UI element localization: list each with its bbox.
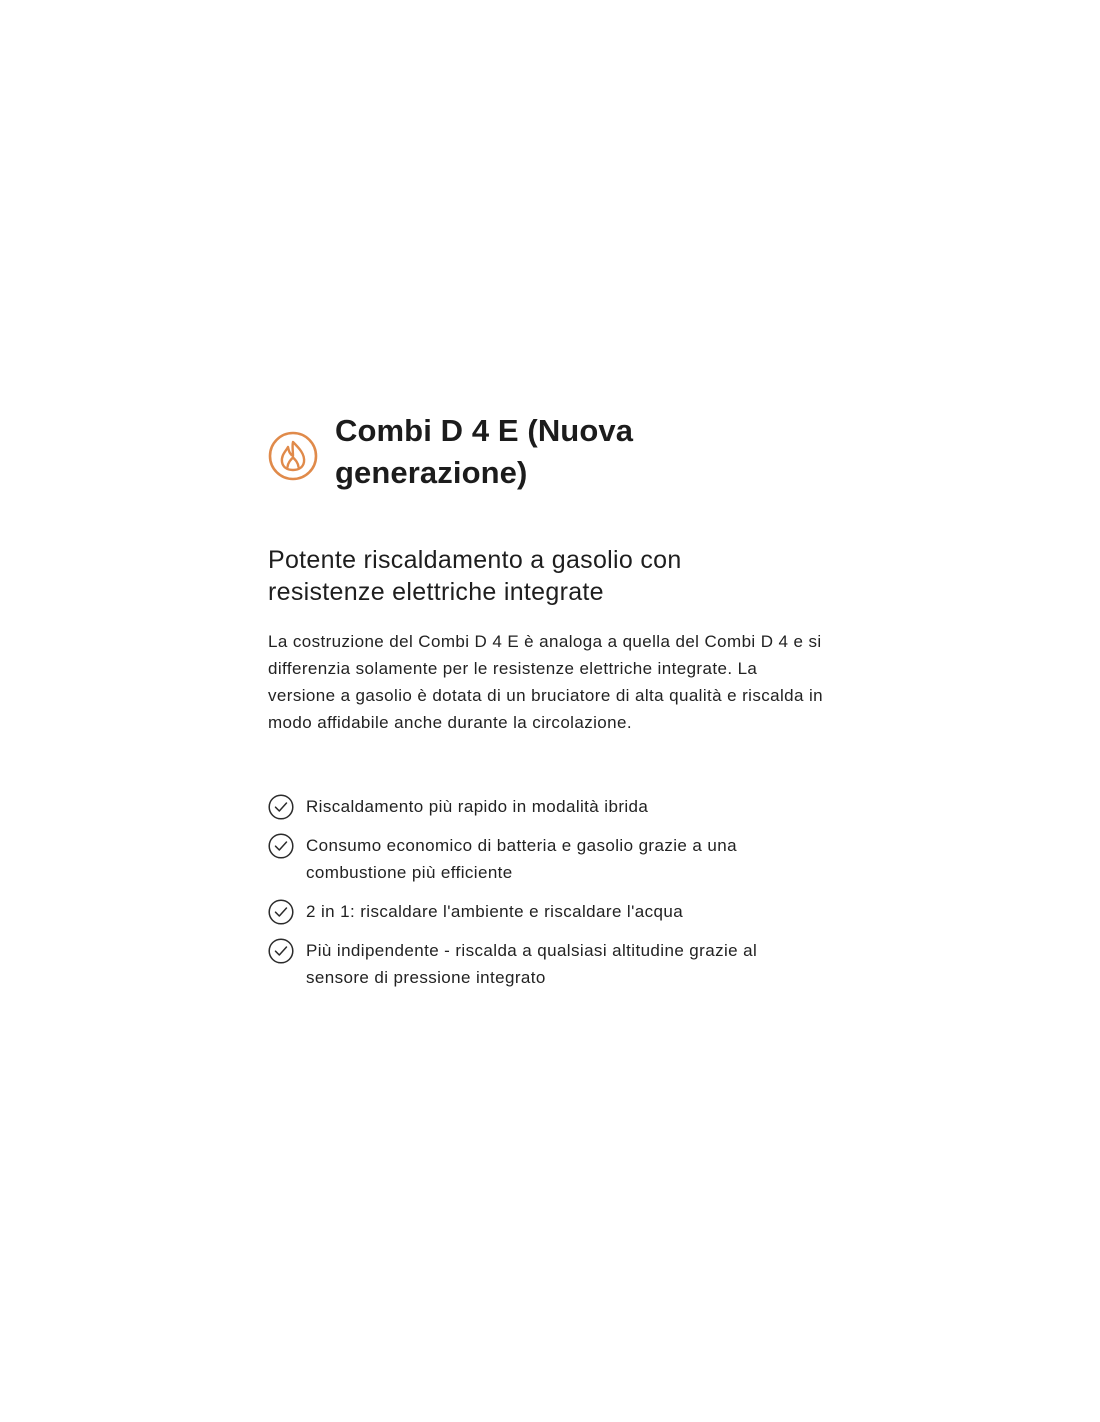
check-circle-icon xyxy=(268,938,294,964)
list-item xyxy=(268,937,838,991)
flame-icon xyxy=(268,431,318,481)
check-circle-icon xyxy=(268,833,294,859)
product-header xyxy=(268,410,838,494)
feature-text: 2 in 1: riscaldare l'ambiente e riscaldare l'acqua xyxy=(306,902,684,921)
product-title: Combi D 4 E (Nuova generazione) xyxy=(335,413,634,490)
list-item xyxy=(268,793,838,820)
list-item xyxy=(268,832,838,886)
product-description: La costruzione del Combi D 4 E è analoga a quella del Combi D 4 e si differenzia solamente per le resistenze elettriche integrate. La versione a gasolio è dotata di un bruciatore di alta qualità e riscalda in modo affidabile anche durante la circolazione. xyxy=(268,632,824,732)
feature-text: Più indipendente - riscalda a qualsiasi altitudine grazie al sensore di pressione integrato xyxy=(306,941,758,987)
check-circle-icon xyxy=(268,794,294,820)
feature-list xyxy=(268,793,838,991)
product-subtitle: Potente riscaldamento a gasolio con resistenze elettriche integrate xyxy=(268,546,682,606)
feature-text: Riscaldamento più rapido in modalità ibrida xyxy=(306,797,649,816)
product-card xyxy=(268,410,838,1003)
feature-text: Consumo economico di batteria e gasolio grazie a una combustione più efficiente xyxy=(306,836,737,882)
check-circle-icon xyxy=(268,899,294,925)
list-item xyxy=(268,898,838,925)
